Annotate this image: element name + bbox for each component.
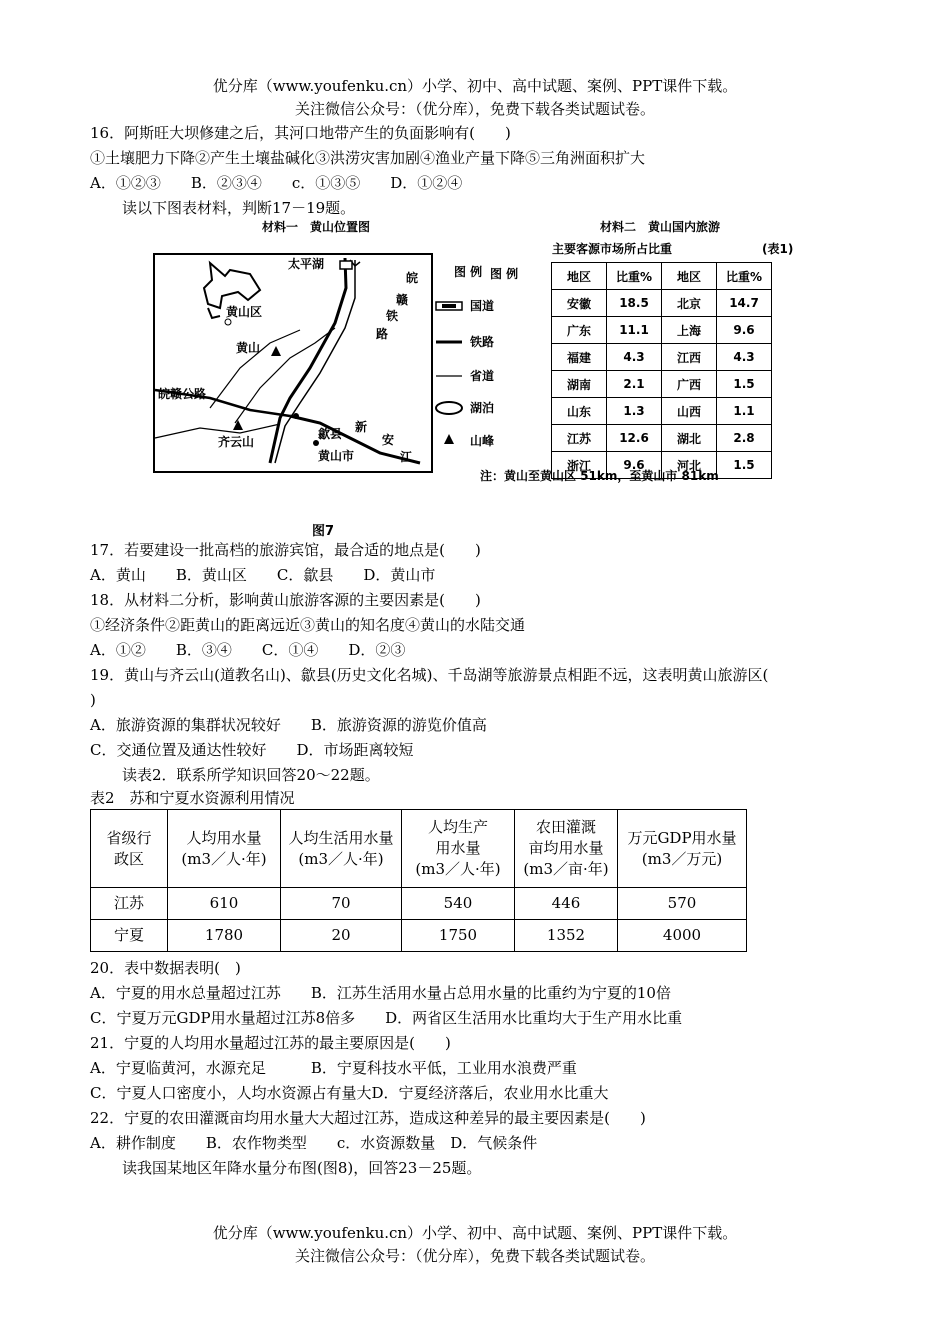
q19-option-ab: A．旅游资源的集群状况较好 B．旅游资源的游览价值高 xyxy=(90,716,487,734)
table1-label: (表1) xyxy=(762,242,794,256)
legend-lake: 湖泊 xyxy=(470,401,495,415)
label-huangshan-district: 黄山区 xyxy=(226,305,263,319)
q17-options: A．黄山 B．黄山区 C．歙县 D．黄山市 xyxy=(90,566,436,584)
map-note: 注：黄山至黄山区 51km，至黄山市 81km xyxy=(480,469,719,483)
table1-title-1: 材料二 黄山国内旅游 xyxy=(600,220,721,234)
table2 xyxy=(90,809,747,952)
table2-header-domestic: 人均生活用水量 (m3／人·年) xyxy=(281,810,402,888)
label-xin: 新 xyxy=(355,420,368,434)
q21-option-cd: C．宁夏人口密度小，人均水资源占有量大D．宁夏经济落后，农业用水比重大 xyxy=(90,1084,609,1102)
intro-23-25: 读我国某地区年降水量分布图(图8)，回答23－25题。 xyxy=(122,1159,482,1177)
legend-title: 图 例 xyxy=(490,267,519,281)
label-huangshan-city: 黄山市 xyxy=(318,449,355,463)
figure7-caption: 图7 xyxy=(312,524,335,539)
table1-header-row: 地区 比重% 地区 比重% xyxy=(552,263,772,290)
q16-stem: 16．阿斯旺大坝修建之后，其河口地带产生的负面影响有( ) xyxy=(90,124,511,142)
label-gan: 赣 xyxy=(396,293,409,307)
table-row: 安徽 18.5 北京 14.7 xyxy=(552,290,772,317)
legend-title-text: 图 例 xyxy=(454,265,483,279)
intro-17-19: 读以下图表材料，判断17－19题。 xyxy=(122,199,356,217)
intro-20-22: 读表2．联系所学知识回答20～22题。 xyxy=(122,766,380,784)
label-shexian: 歙县 xyxy=(318,427,343,441)
legend-peak: 山峰 xyxy=(470,434,495,448)
q18-options: A．①② B．③④ C．①④ D．②③ xyxy=(90,641,406,659)
table1-title-2: 主要客源市场所占比重 xyxy=(552,242,673,256)
label-taiping-lake: 太平湖 xyxy=(288,257,325,271)
label-jiang: 江 xyxy=(400,450,413,464)
label-an: 安 xyxy=(382,433,395,447)
map-title: 材料一 黄山位置图 xyxy=(262,220,371,234)
table2-header-region: 省级行 政区 xyxy=(91,810,168,888)
table-row: 福建 4.3 江西 4.3 xyxy=(552,344,772,371)
table2-header-gdp: 万元GDP用水量 (m3／万元) xyxy=(618,810,747,888)
q22-stem: 22．宁夏的农田灌溉亩均用水量大大超过江苏，造成这种差异的最主要因素是( ) xyxy=(90,1109,646,1127)
huangshan-peak-marker xyxy=(271,346,281,356)
table2-header-production: 人均生产 用水量 (m3／人·年) xyxy=(402,810,515,888)
q20-stem: 20．表中数据表明( ) xyxy=(90,959,241,977)
label-wan: 皖 xyxy=(406,271,419,285)
table-row: 江苏 610 70 540 446 570 xyxy=(91,888,747,920)
legend-railway: 铁路 xyxy=(470,335,495,349)
table2-header-per-capita: 人均用水量 (m3／人·年) xyxy=(168,810,281,888)
q16-statements: ①土壤肥力下降②产生土壤盐碱化③洪涝灾害加剧④渔业产量下降⑤三角洲面积扩大 xyxy=(90,149,646,167)
footer-line-2: 关注微信公众号：（优分库），免费下载各类试题试卷。 xyxy=(294,1247,655,1265)
map-legend xyxy=(430,262,510,452)
table-row: 山东 1.3 山西 1.1 xyxy=(552,398,772,425)
table2-header-irrigation: 农田灌溉 亩均用水量 (m3／亩·年) xyxy=(515,810,618,888)
q20-option-ab: A．宁夏的用水总量超过江苏 B．江苏生活用水量占总用水量的比重约为宁夏的10倍 xyxy=(90,984,671,1002)
q20-option-cd: C．宁夏万元GDP用水量超过江苏8倍多 D．两省区生活用水比重均大于生产用水比重 xyxy=(90,1009,683,1027)
q18-stem: 18．从材料二分析，影响黄山旅游客源的主要因素是( ) xyxy=(90,591,481,609)
label-tie: 铁 xyxy=(386,309,399,323)
table-row: 江苏 12.6 湖北 2.8 xyxy=(552,425,772,452)
q21-stem: 21．宁夏的人均用水量超过江苏的最主要原因是( ) xyxy=(90,1034,451,1052)
header-line-2: 关注微信公众号：（优分库），免费下载各类试题试卷。 xyxy=(294,100,655,118)
q18-statements: ①经济条件②距黄山的距离远近③黄山的知名度④黄山的水陆交通 xyxy=(90,616,526,634)
table-row: 宁夏 1780 20 1750 1352 4000 xyxy=(91,920,747,952)
table2-header-row xyxy=(91,810,747,888)
q19-option-cd: C．交通位置及通达性较好 D．市场距离较短 xyxy=(90,741,414,759)
q17-stem: 17．若要建设一批高档的旅游宾馆，最合适的地点是( ) xyxy=(90,541,481,559)
q19-stem-end: ) xyxy=(90,691,96,709)
table-row: 广东 11.1 上海 9.6 xyxy=(552,317,772,344)
q21-option-ab: A．宁夏临黄河，水源充足 B．宁夏科技水平低，工业用水浪费严重 xyxy=(90,1059,577,1077)
table-row: 湖南 2.1 广西 1.5 xyxy=(552,371,772,398)
legend-provincial-road: 省道 xyxy=(470,369,495,383)
table1 xyxy=(551,262,772,479)
label-huangshan-peak: 黄山 xyxy=(236,341,261,355)
q19-stem: 19．黄山与齐云山(道教名山)、歙县(历史文化名城)、千岛湖等旅游景点相距不远，这表明黄山旅游区( xyxy=(90,666,769,684)
legend-national-road: 国道 xyxy=(470,299,495,313)
qiyun-peak-marker xyxy=(233,420,243,430)
footer-line-1: 优分库（www.youfenku.cn）小学、初中、高中试题、案例、PPT课件下载。 xyxy=(212,1224,738,1242)
taiping-lake-shape xyxy=(204,263,260,308)
label-qiyun: 齐云山 xyxy=(218,435,255,449)
table-row: 浙江 9.6 河北 1.5 xyxy=(552,452,772,479)
label-lu: 路 xyxy=(376,327,389,341)
header-line-1: 优分库（www.youfenku.cn）小学、初中、高中试题、案例、PPT课件下载。 xyxy=(212,77,738,95)
label-wangan-road: 皖赣公路 xyxy=(158,387,207,401)
q22-options: A．耕作制度 B．农作物类型 c．水资源数量 D．气候条件 xyxy=(90,1134,538,1152)
table2-title: 表2 苏和宁夏水资源利用情况 xyxy=(90,789,295,807)
q16-options: A．①②③ B．②③④ c．①③⑤ D．①②④ xyxy=(90,174,463,192)
